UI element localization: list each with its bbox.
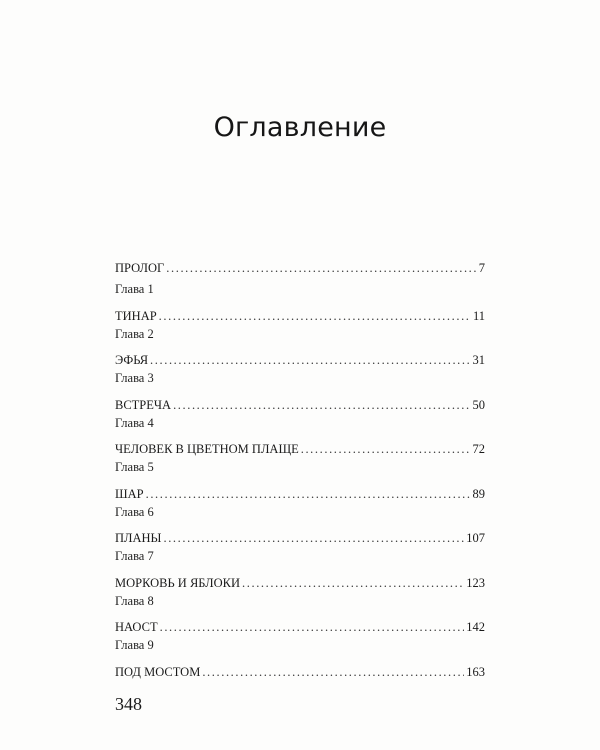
toc-chapter-label: Глава 4 <box>115 415 154 430</box>
toc-entry <box>115 460 485 505</box>
toc-entry <box>115 282 485 327</box>
toc-entry <box>115 416 485 461</box>
toc-page-number: 31 <box>472 353 485 367</box>
toc-chapter-label: Глава 5 <box>115 460 154 474</box>
toc-line <box>115 531 485 549</box>
toc-entry-name: МОРКОВЬ И ЯБЛОКИ <box>115 575 241 590</box>
toc-entry-name: ЧЕЛОВЕК В ЦВЕТНОМ ПЛАЩЕ <box>115 442 299 456</box>
toc-page-number: 142 <box>466 620 485 634</box>
toc-entry <box>115 594 485 639</box>
page-title: Оглавление <box>213 112 387 143</box>
toc-entry-name: ВСТРЕЧА <box>115 397 172 412</box>
toc-chapter-label: Глава 7 <box>115 549 154 563</box>
toc-entry <box>115 259 485 282</box>
toc-line <box>115 353 485 371</box>
toc-page-number: 72 <box>472 442 485 456</box>
dot-leader <box>202 665 464 680</box>
toc-line <box>115 620 485 638</box>
toc-entry <box>115 505 485 550</box>
toc-entry-name: ПЛАНЫ <box>115 531 162 545</box>
toc-entry <box>115 638 485 683</box>
toc-line <box>115 442 485 460</box>
toc-chapter-label: Глава 1 <box>115 282 154 296</box>
toc-page-number: 7 <box>478 261 485 275</box>
toc-page-number: 107 <box>466 531 485 545</box>
toc-entry <box>115 549 485 594</box>
toc-chapter-label: Глава 8 <box>115 593 154 608</box>
toc-chapter-label: Глава 6 <box>115 504 154 519</box>
toc-line <box>115 309 485 327</box>
toc-entry-name: ШАР <box>115 486 144 501</box>
dot-leader <box>242 576 464 591</box>
toc-entry-name: ТИНАР <box>115 308 157 323</box>
toc-page-number: 50 <box>472 397 485 412</box>
toc-page-number: 11 <box>472 308 485 323</box>
page-number: 348 <box>115 694 142 714</box>
toc-entry-name: ЭФЬЯ <box>115 353 149 367</box>
toc-page-number: 89 <box>472 486 485 501</box>
toc-entry-name: ПОД МОСТОМ <box>115 664 201 679</box>
toc-entry <box>115 371 485 416</box>
toc-chapter-label: Глава 9 <box>115 638 154 652</box>
dot-leader <box>150 353 470 368</box>
dot-leader <box>173 398 470 413</box>
toc-entry <box>115 327 485 372</box>
dot-leader <box>146 487 471 502</box>
toc-line <box>115 576 485 594</box>
toc-line <box>115 665 485 683</box>
toc-page-number: 163 <box>466 664 485 679</box>
toc-entry-name: ПРОЛОГ <box>115 261 165 275</box>
toc-chapter-label: Глава 2 <box>115 326 154 341</box>
toc-line <box>115 487 485 505</box>
toc-page-number: 123 <box>466 575 485 590</box>
toc-line <box>115 398 485 416</box>
toc-entry-name: НАОСТ <box>115 620 158 634</box>
toc-chapter-label: Глава 3 <box>115 371 154 385</box>
table-of-contents <box>115 259 485 683</box>
toc-line <box>115 261 485 279</box>
dot-leader <box>166 261 476 276</box>
dot-leader <box>160 620 465 635</box>
dot-leader <box>159 309 471 324</box>
dot-leader <box>301 442 471 457</box>
dot-leader <box>163 531 464 546</box>
